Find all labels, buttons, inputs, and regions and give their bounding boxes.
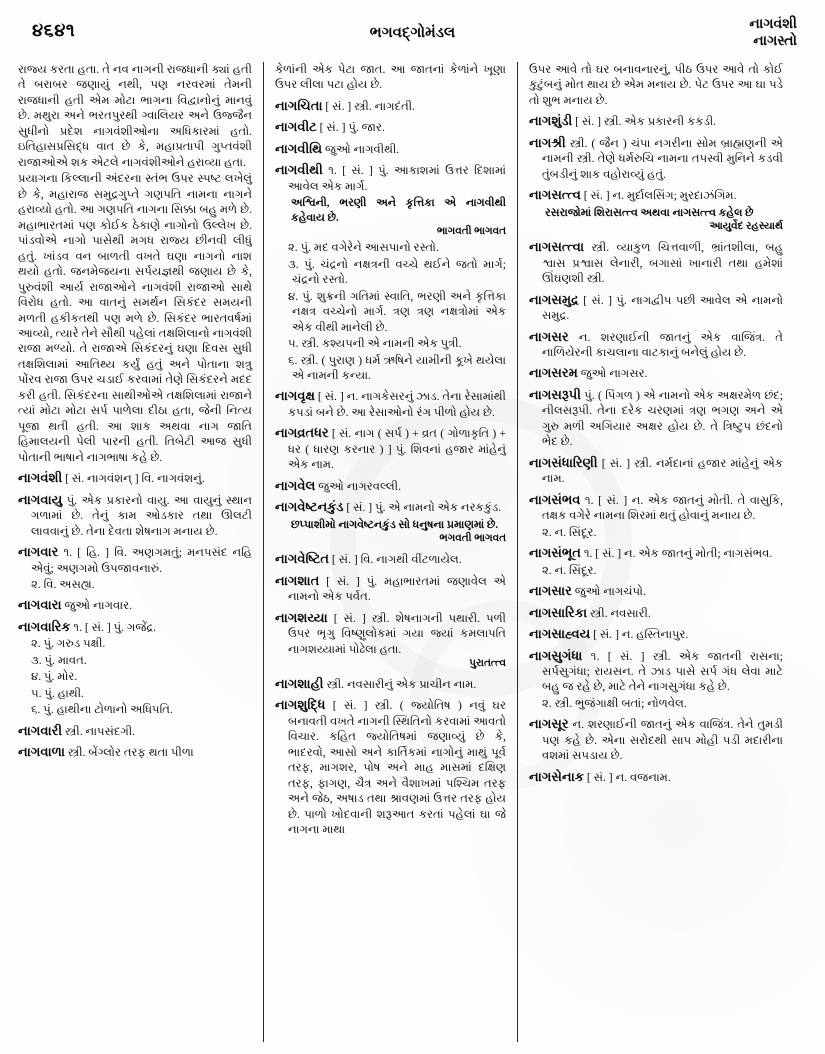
entry-definition: [ સં. ] ન. હસ્તિનાપુર. bbox=[593, 628, 689, 642]
entry-headword: નાગવેષ્ટિત bbox=[275, 551, 330, 567]
entry-headword: નાગવારા bbox=[18, 597, 62, 613]
dictionary-entry bbox=[529, 454, 783, 487]
dictionary-entry bbox=[529, 715, 783, 763]
entry-sense: ૨. સ્ત્રી. ભુજંગાક્ષી બતાં; નોળવેલ. bbox=[542, 696, 687, 710]
entry-definition: [ સં. ] વિ. નાગથી વીંટળાયેલ. bbox=[331, 553, 462, 567]
entry-sense: ૪. પું. મોર. bbox=[31, 670, 78, 684]
entry-headword: નાગસમુદ્ર bbox=[529, 291, 579, 307]
entry-sense: ૪. પું. શુક્રની ગતિમાં સ્વાતિ, ભરણી અને કૃત્તિકા નક્ષત્ર વચ્ચેનો માર્ગ. ત્રણ ત્રણ નક્ષત્રોમાં એક એક વીથી માનેલી છે. bbox=[288, 289, 506, 334]
dictionary-entry bbox=[18, 543, 252, 576]
entry-sense: ૨. ન. સિંદૂર. bbox=[542, 525, 597, 539]
quotation-source: ભાગવતી ભાગવત bbox=[436, 226, 506, 238]
entry-headword: નાગશય્યા bbox=[275, 609, 328, 625]
dictionary-entry bbox=[529, 186, 783, 203]
entry-headword: નાગવંશી bbox=[18, 470, 63, 486]
entry-definition: [ સં. ] પું. એ નામનો એક નરકકુંડ. bbox=[346, 501, 502, 515]
dictionary-entry bbox=[529, 491, 783, 524]
dictionary-entry bbox=[275, 97, 506, 114]
dictionary-entry bbox=[275, 609, 506, 657]
column-two bbox=[263, 62, 518, 1042]
entry-headword: નાગસાર bbox=[529, 583, 572, 599]
dictionary-entry bbox=[529, 291, 783, 324]
guide-words bbox=[749, 16, 797, 50]
entry-headword: નાગસરમ bbox=[529, 365, 578, 381]
entry-definition: જુઓ નાગરવલ્લી. bbox=[318, 479, 401, 493]
entry-headword: નાગશ્રી bbox=[529, 134, 566, 150]
entry-sense: ૩. પું. માવત. bbox=[31, 653, 87, 667]
entry-headword: નાગવીથી bbox=[275, 162, 323, 178]
dictionary-entry bbox=[275, 387, 506, 420]
dictionary-entry bbox=[529, 604, 783, 621]
entry-quotation bbox=[529, 206, 783, 221]
entry-headword: નાગવૃક્ષ bbox=[275, 388, 315, 404]
entry-definition: સ્ત્રી. બેંગ્લોર તરફ થતા પીળા bbox=[67, 746, 194, 760]
entry-headword: નાગશાત bbox=[275, 572, 320, 588]
entry-headword: નાગસત્ત્વા bbox=[529, 239, 585, 255]
guide-word-last: નાગસ્તો bbox=[753, 34, 797, 50]
entry-headword: નાગસર bbox=[529, 328, 569, 344]
entry-definition: જુઓ નાગવીથી. bbox=[325, 142, 400, 156]
entry-quotation bbox=[275, 196, 506, 225]
dictionary-entry bbox=[529, 582, 783, 599]
entry-headword: નાગસેનાક bbox=[529, 768, 584, 784]
dictionary-entry bbox=[529, 328, 783, 361]
dictionary-entry bbox=[275, 675, 506, 692]
entry-definition: [ સં. ] પું. જાર. bbox=[319, 121, 385, 135]
entry-quotation bbox=[275, 518, 506, 533]
entry-headword: નાગચિતા bbox=[275, 97, 323, 113]
entry-definition: [ સં. ] સ્ત્રી. શેષનાગની પથારી. પળી ઉપર ભૃગુ વિષ્ણુલોકમાં ગયા જ્યાં કમલાપતિ નાગશય્યામાં પોઢેલા હતા. bbox=[288, 611, 506, 656]
continued-paragraph: રાજ્ય કરતા હતા. તે નવ નાગની રાજધાની ક્યાં હતી તે બરાબર જણાયું નથી, પણ નરવરમાં તેમની રાજધાની હતી એમ મોટા ભાગના વિદ્વાનોનું માનવું છે. મથુરા અને ભરતપુરથી ગ્વાલિયર અને ઉજ્જૈન સુધીનો પ્રદેશ નાગવંશીઓના અધિકારમાં હતો. ઇતિહાસપ્રસિદ્ધ વાત છે કે, મહાપ્રતાપી ગુપ્તવંશી રાજાઓએ શક એટલે નાગવંશીઓને હરાવ્યા હતા. bbox=[18, 63, 252, 169]
dictionary-entry bbox=[275, 696, 506, 837]
entry-headword: નાગવેષ્ટનકુંડ bbox=[275, 499, 344, 515]
entry-definition: પું. ( પિંગળ ) એ નામનો એક અક્ષરમેળ છંદ; નીલસરૂપી. તેના દરેક ચરણમાં ત્રણ ભગણ અને એ ગુરુ મળી અગિયાર અક્ષર હોય છે. તે ત્રિષ્ટુપ છંદનો ભેદ છે. bbox=[542, 388, 783, 449]
dictionary-entry bbox=[529, 625, 783, 642]
entry-headword: નાગવ્રતધર bbox=[275, 425, 329, 441]
entry-headword: નાગસુગંધા bbox=[529, 647, 583, 663]
quotation-text: છપ્પાશીમો નાગવેષ્ટનકુંડ સો ધનુષના પ્રમાણમાં છે. bbox=[291, 518, 499, 531]
entry-definition: ૧. [ સં. ] ન. એક જાતનું મોતી. તે વાસુકિ, તક્ષક વગેરે નામના શિરમાં થતું હોવાનું મનાય છે. bbox=[542, 493, 783, 523]
entry-definition: [ સં. ] સ્ત્રી. એક પ્રકારની કકડી. bbox=[575, 115, 717, 129]
entry-headword: નાગવેલ bbox=[275, 477, 316, 493]
entry-definition: [ સં. ] ન. નાગકેસરનું ઝાડ. તેના રેસામાંથી કપડાં બને છે. આ રેસાઓનો રંગ પીળો હોય છે. bbox=[288, 390, 506, 419]
entry-definition: ન. શરણાઈની જાતનું એક વાજિંત્ર. તે નાળિયેરની કાચલાના વાટકાનું બનેલું હોય છે. bbox=[542, 330, 783, 359]
dictionary-entry bbox=[18, 743, 252, 760]
entry-definition: [ સં. ] પું. મહાભારતમાં જણાવેલ એ નામનો એક પર્વત. bbox=[288, 574, 506, 604]
column-container bbox=[18, 62, 807, 1042]
dictionary-entry bbox=[529, 112, 783, 129]
entry-headword: નાગશાહી bbox=[275, 675, 324, 691]
entry-definition: સ્ત્રી. નવસારીનું એક પ્રાચીન નામ. bbox=[326, 677, 477, 691]
entry-definition: [ સં. ] સ્ત્રી. નર્મદાનાં હજાર માંહેનું એક નામ. bbox=[542, 456, 783, 486]
continued-paragraph: પ્રયાગના કિલ્લાની અંદરના સ્તંભ ઉપર સ્પષ્ટ લખેલું છે કે, મહારાજ સમુદ્રગુપ્તે ગણપતિ નામના નાગને હરાવ્યો હતો. આ ગણપતિ નાગના સિક્કા બહુ મળે છે. મહાભારતમાં પણ કોઈક ઠેકાણે નાગોનો ઉલ્લેખ છે. પાંડવોએ નાગો પાસેથી મગધ રાજ્ય છીનવી લીધું હતું. ખાંડવ વન બાળતી વખતે ઘણા નાગનો નાશ થયો હતો. જનમેજયના સર્પયજ્ઞથી જણાય છે કે, પુરુવંશી આર્ય રાજાઓને નાગવંશી રાજાઓ સાથે વિરોધ હતો. આ વાતનું સમર્થન સિકંદર સમયની મળતી હકીકતથી પણ મળે છે. સિકંદર ભારતવર્ષમાં આવ્યો, ત્યારે તેને સૌથી પહેલાં તક્ષશિલાનો નાગવંશી રાજા મળ્યો. તે રાજાએ સિકંદરનું ઘણા દિવસ સુધી તક્ષશિલામાં આતિથ્ય કર્યું હતું અને પોતાના શત્રુ પોંરવ રાજા ઉપર ચડાઈ કરવામાં તેણે સિકંદરને મદદ કરી હતી. સિકંદરના સાથીઓએ તક્ષશિલામાં રાજાને ત્યાં મોટા મોટા સર્પ પાળેલા દીઠા હતા, જેની નિત્ય પૂજા થતી હતી. આ શાક અથવા નાગ જાતિ હિમાલયની પેલી પારની હતી. તિબેટી આજ સુધી પોતાની ભાષાને નાગભાષા કહે છે. bbox=[18, 172, 252, 464]
entry-sense: ૩. પું. ચંદ્રનો નક્ષત્રની વચ્ચે થઈને જતો માર્ગ; ચંદ્રનો રસ્તો. bbox=[288, 257, 506, 287]
dictionary-entry bbox=[18, 722, 252, 739]
dictionary-entry bbox=[18, 618, 252, 635]
entry-definition: સ્ત્રી. વ્યાકુળ ચિત્તવાળી, ભ્રાંતશીલા, બહુ શ્વાસ પ્રશ્વાસ લેનારી, બગાસાં ખાનારી તથા હમેશાં ઊંઘણશી સ્ત્રી. bbox=[542, 241, 783, 286]
quotation-text: અશ્વિની, ભરણી અને કૃત્તિકા એ નાગવીથી કહેવાય છે. bbox=[291, 197, 506, 224]
entry-headword: નાગસૂર bbox=[529, 716, 569, 732]
entry-definition: પું. એક પ્રકારનો વાયુ. આ વાયુનું સ્થાન ગળામાં છે. તેનું કામ ઓડકાર તથા ઊલટી લાવવાનું છે. તેના દેવતા શેષનાગ મનાય છે. bbox=[31, 493, 252, 538]
entry-headword: નાગવારિક bbox=[18, 618, 71, 634]
entry-sense: ૫. પું. હાથી. bbox=[31, 686, 84, 700]
entry-headword: નાગશુદ્ધિ bbox=[275, 697, 326, 713]
dictionary-entry bbox=[529, 238, 783, 286]
dictionary-entry bbox=[529, 364, 783, 381]
entry-definition: [ સં. ] ન. વજનામ. bbox=[586, 770, 671, 784]
page-number: ૪૬૪૧ bbox=[32, 20, 76, 40]
continued-paragraph: ઉપર આવે તો ઘર બનાવનારનું, પીઠ ઉપર આવે તો કોઈ કુટુંબનું મોત થાય છે એમ મનાય છે. પેટ ઉપર આ ઘા પડે તો શુભ મનાય છે. bbox=[529, 63, 783, 107]
dictionary-entry bbox=[18, 469, 252, 486]
entry-headword: નાગવારી bbox=[18, 722, 63, 738]
entry-definition: સ્ત્રી. નાપસંદગી. bbox=[65, 724, 136, 738]
entry-definition: [ સં. ] ન. મુર્દાલસિંગ; મુરદાઝંગિમ. bbox=[583, 189, 737, 203]
entry-definition: [ સં. ] સ્ત્રી. નાગદંતી. bbox=[325, 99, 415, 113]
entry-headword: નાગવીથિ bbox=[275, 140, 323, 156]
entry-headword: નાગસાહ્વય bbox=[529, 626, 591, 642]
dictionary-entry bbox=[529, 768, 783, 785]
dictionary-entry bbox=[275, 140, 506, 157]
entry-definition: ૧. [ હિ. ] વિ. અણગમતું; મનપસંદ નહિ એવું; અણગમો ઉપજાવનારું. bbox=[31, 546, 252, 575]
dictionary-entry bbox=[529, 544, 783, 561]
entry-definition: [ સં. ] પું. નાગદ્વીપ પછી આવેલ એ નામનો સમુદ્ર. bbox=[542, 293, 783, 323]
entry-definition: ન. શરણાઈની જાતનું એક વાજિંત્ર. તેને તુમડી પણ કહે છે. એના સરોદથી સાપ મોહી પડી મદારીના વશમાં સપડાય છે. bbox=[542, 718, 783, 763]
entry-headword: નાગવાયુ bbox=[18, 491, 63, 507]
entry-definition: ૧. [ સં. ] સ્ત્રી. એક જાતની રાસના; સર્પસુગંધા; રાયસન. તે ઝાડ પાસે સર્પ ગંધ લેવા માટે બહુ જ રહે છે, માટે તેને નાગસુગંધા કહે છે. bbox=[542, 649, 783, 694]
entry-definition: [ સં. નાગ ( સર્પ ) + વ્રત ( ગોળાકૃતિ ) + ધર ( ધારણ કરનાર ) ] પું. શિવનાં હજાર માંહેનું એક નામ. bbox=[288, 427, 507, 472]
dictionary-entry bbox=[529, 134, 783, 182]
guide-word-first: નાગવંશી bbox=[749, 17, 797, 32]
entry-sense: ૬. પું. હાથીના ટોળાનો અધિપતિ. bbox=[31, 703, 173, 717]
dictionary-entry bbox=[18, 596, 252, 613]
entry-headword: નાગસત્ત્વ bbox=[529, 187, 581, 203]
entry-headword: નાગસારિકા bbox=[529, 604, 588, 620]
quotation-source: પુરાતત્ત્વ bbox=[469, 658, 506, 670]
entry-headword: નાગસંભૂત bbox=[529, 545, 581, 561]
dictionary-entry bbox=[275, 498, 506, 515]
column-three bbox=[518, 62, 783, 1042]
entry-definition: ૧. [ સં. ] ન. એક જાતનું મોતી; નાગસંભવ. bbox=[583, 547, 773, 561]
entry-sense: ૨. પું. મદ વગેરેને આસપાનો રસ્તો. bbox=[288, 241, 439, 255]
book-title: ભગવદ્ગોમંડલ bbox=[369, 25, 456, 41]
entry-sense: ૨. વિ. અસહ્ય. bbox=[31, 578, 95, 591]
entry-sense: ૫. સ્ત્રી. કશ્યપની એ નામની એક પુત્રી. bbox=[288, 337, 462, 351]
entry-sense: ૨. ન. સિંદૂર. bbox=[542, 563, 597, 577]
entry-headword: નાગસંધારિણી bbox=[529, 454, 598, 470]
entry-definition: સ્ત્રી. ( જૈન ) ચંપા નગરીના સોમ બ્રાહ્મણની એ નામની સ્ત્રી. તેણે ધર્મરુચિ નામના તપસ્વી મુનિને કડવી તુંબડીનું શાક વહોરાવ્યું હતું. bbox=[542, 136, 783, 181]
column-one bbox=[18, 62, 263, 1042]
entry-headword: નાગવાર bbox=[18, 544, 59, 560]
dictionary-entry bbox=[275, 424, 506, 472]
entry-headword: નાગસરૂપી bbox=[529, 386, 581, 402]
dictionary-entry bbox=[275, 572, 506, 605]
entry-headword: નાગવાળા bbox=[18, 744, 65, 760]
entry-definition: જુઓ નાગચંપો. bbox=[574, 585, 646, 599]
dictionary-entry bbox=[275, 550, 506, 567]
quotation-source: ભગવતી ભાગવત bbox=[439, 533, 506, 545]
entry-headword: નાગસંભવ bbox=[529, 491, 581, 507]
continued-paragraph: કેળાંની એક પેટા જાત. આ જાતનાં કેળાંને ખૂણા ઉપર લીલા પટા હોય છે. bbox=[275, 63, 506, 92]
dictionary-entry bbox=[275, 477, 506, 494]
dictionary-entry bbox=[18, 491, 252, 539]
entry-sense: ૨. પું. ગરુડ પક્ષી. bbox=[31, 637, 106, 651]
entry-definition: [ સં. ] સ્ત્રી. ( જ્યોતિષ ) નવું ઘર બનાવતી વખતે નાગની સ્થિતિનો કરવામાં આવતો વિચાર. કહિત જ્યોતિષમાં જણાવ્યું છે કે, ભાદરવો, આસો અને કાર્તિકમાં નાગોનું માથું પૂર્વ તરફ, માગશર, પોષ અને માહ માસમાં દક્ષિણ તરફ, ફાગણ, ચૈત્ર અને વૈશાખમાં પશ્ચિમ તરફ અને જેઠ, અષાડ તથા શ્રાવણમાં ઉત્તર તરફ હોય છે. પાળો ખોદવાની શરૂઆત કરતાં પહેલાં ઘા જે નાગના માથા bbox=[288, 699, 506, 837]
running-head bbox=[18, 16, 807, 60]
entry-definition: સ્ત્રી. નવસારી. bbox=[590, 606, 651, 620]
entry-definition: જુઓ નાગસર. bbox=[580, 367, 648, 381]
entry-sense: ૬. સ્ત્રી. ( પુરાણ ) ધર્મ ઋષિને યામીની કૂખે થયેલા એ નામની કન્યા. bbox=[288, 353, 506, 383]
entry-definition: ૧. [ સં. ] પું. આકાશમાં ઉત્તર દિશામાં આવેલ એક માર્ગ. bbox=[288, 164, 506, 193]
quotation-text: રસરાજોમાં શિરાસત્ત્વ અથવા નાગસત્ત્વ કહેલ છે bbox=[545, 206, 754, 219]
entry-definition: ૧. [ સં. ] પું. ગજેંદ્ર. bbox=[73, 620, 157, 634]
dictionary-entry bbox=[529, 647, 783, 695]
dictionary-entry bbox=[275, 161, 506, 194]
entry-definition: જુઓ નાગવાર. bbox=[64, 599, 132, 613]
dictionary-entry bbox=[275, 118, 506, 135]
entry-headword: નાગશુંડી bbox=[529, 113, 573, 129]
quotation-source: આયુર્વેદ રહસ્યાર્થ bbox=[709, 221, 783, 233]
entry-definition: [ સં. નાગવંશન્ ] વિ. નાગવંશનું. bbox=[65, 472, 205, 486]
dictionary-entry bbox=[529, 386, 783, 450]
entry-headword: નાગવીટ bbox=[275, 119, 317, 135]
